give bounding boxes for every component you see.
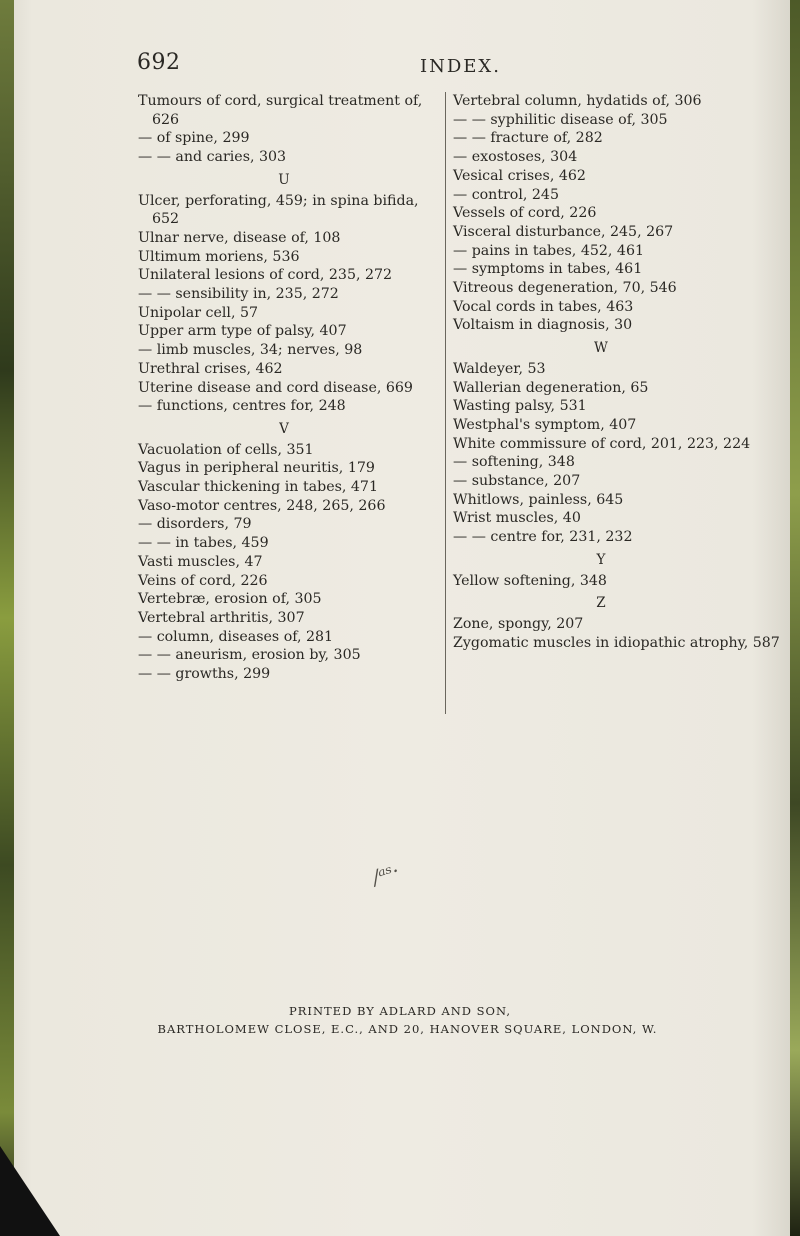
index-entry: — pains in tabes, 452, 461: [453, 242, 645, 259]
index-entry: Vertebral column, hydatids of, 306: [453, 93, 702, 109]
index-entry: Vitreous degeneration, 70, 546: [453, 280, 677, 297]
printer-imprint-line2: BARTHOLOMEW CLOSE, E.C., AND 20, HANOVER SQUARE, LONDON, W.: [157, 1022, 658, 1036]
index-entry: — symptoms in tabes, 461: [453, 261, 643, 278]
index-entry: — — aneurism, erosion by, 305: [138, 647, 361, 664]
handwritten-mark: /ᵃˢ·: [368, 858, 403, 890]
running-head: INDEX.: [420, 56, 501, 77]
index-entry: Westphal's symptom, 407: [453, 416, 637, 433]
page-number: 692: [137, 50, 181, 75]
index-entry: Uterine disease and cord disease, 669: [138, 379, 413, 396]
index-entry: — functions, centres for, 248: [138, 398, 346, 415]
index-entry: Unipolar cell, 57: [138, 304, 259, 321]
index-entry: Vagus in peripheral neuritis, 179: [138, 460, 375, 477]
index-entry: Zygomatic muscles in idiopathic atrophy, 587: [453, 634, 780, 651]
index-section-letter: Y: [596, 551, 606, 568]
index-entry: Wasting palsy, 531: [453, 398, 587, 415]
index-entry: — control, 245: [453, 186, 559, 203]
index-entry: Voltaism in diagnosis, 30: [453, 317, 633, 334]
index-entry: Vocal cords in tabes, 463: [453, 298, 634, 315]
index-entry: Visceral disturbance, 245, 267: [453, 223, 674, 240]
index-entry: — column, diseases of, 281: [138, 628, 334, 645]
index-entry: Veins of cord, 226: [138, 572, 268, 589]
index-entry: Ultimum moriens, 536: [138, 248, 300, 265]
index-entry: — — sensibility in, 235, 272: [138, 286, 339, 303]
index-section-letter: W: [594, 340, 608, 357]
index-entry: Yellow softening, 348: [453, 572, 607, 589]
index-entry: — — in tabes, 459: [138, 535, 269, 552]
index-entry: — softening, 348: [453, 454, 575, 471]
index-entry: — — syphilitic disease of, 305: [453, 111, 668, 128]
index-entry: — — centre for, 231, 232: [453, 529, 633, 546]
index-entry: — substance, 207: [453, 473, 581, 490]
index-entry: — exostoses, 304: [453, 149, 578, 166]
index-entry: — — and caries, 303: [138, 149, 287, 166]
page-corner-shadow: [0, 1146, 60, 1236]
page-edge-right: [790, 0, 800, 1236]
index-entry: Ulnar nerve, disease of, 108: [138, 229, 341, 246]
index-entry: Upper arm type of palsy, 407: [138, 323, 347, 340]
page-edge-left: [0, 0, 14, 1236]
index-entry: Vesical crises, 462: [453, 167, 586, 184]
index-section-letter: Z: [596, 595, 606, 612]
index-entry: Ulcer, perforating, 459; in spina bifida, 652: [138, 192, 419, 228]
index-entry: Wallerian degeneration, 65: [453, 379, 649, 396]
index-entry: Vascular thickening in tabes, 471: [138, 479, 378, 496]
index-entry: — of spine, 299: [138, 130, 250, 147]
index-entry: Whitlows, painless, 645: [453, 491, 624, 508]
index-entry: — — growths, 299: [138, 666, 271, 683]
index-entry: White commissure of cord, 201, 223, 224: [453, 435, 751, 452]
column-divider: [445, 92, 446, 714]
index-column-right: [453, 92, 789, 652]
index-entry: — limb muscles, 34; nerves, 98: [138, 342, 363, 359]
index-entry: Urethral crises, 462: [138, 360, 283, 377]
index-section-letter: V: [279, 420, 289, 437]
index-entry: Tumours of cord, surgical treatment of, 626: [138, 93, 423, 128]
index-entry: Vacuolation of cells, 351: [138, 441, 314, 458]
index-entry: Zone, spongy, 207: [453, 615, 584, 632]
index-entry: Vertebral arthritis, 307: [138, 609, 305, 626]
index-entry: — disorders, 79: [138, 516, 252, 533]
index-section-letter: U: [278, 171, 290, 188]
index-entry: Wrist muscles, 40: [453, 510, 581, 527]
index-entry: Vasti muscles, 47: [138, 553, 263, 570]
index-column-left: [138, 92, 440, 684]
index-entry: Vessels of cord, 226: [453, 205, 597, 222]
index-entry: Vaso-motor centres, 248, 265, 266: [138, 497, 386, 514]
index-entry: Unilateral lesions of cord, 235, 272: [138, 267, 393, 284]
printer-imprint-line1: PRINTED BY ADLARD AND SON,: [289, 1004, 511, 1018]
index-entry: Vertebræ, erosion of, 305: [138, 591, 322, 608]
index-entry: — — fracture of, 282: [453, 130, 603, 147]
index-entry: Waldeyer, 53: [453, 360, 546, 377]
